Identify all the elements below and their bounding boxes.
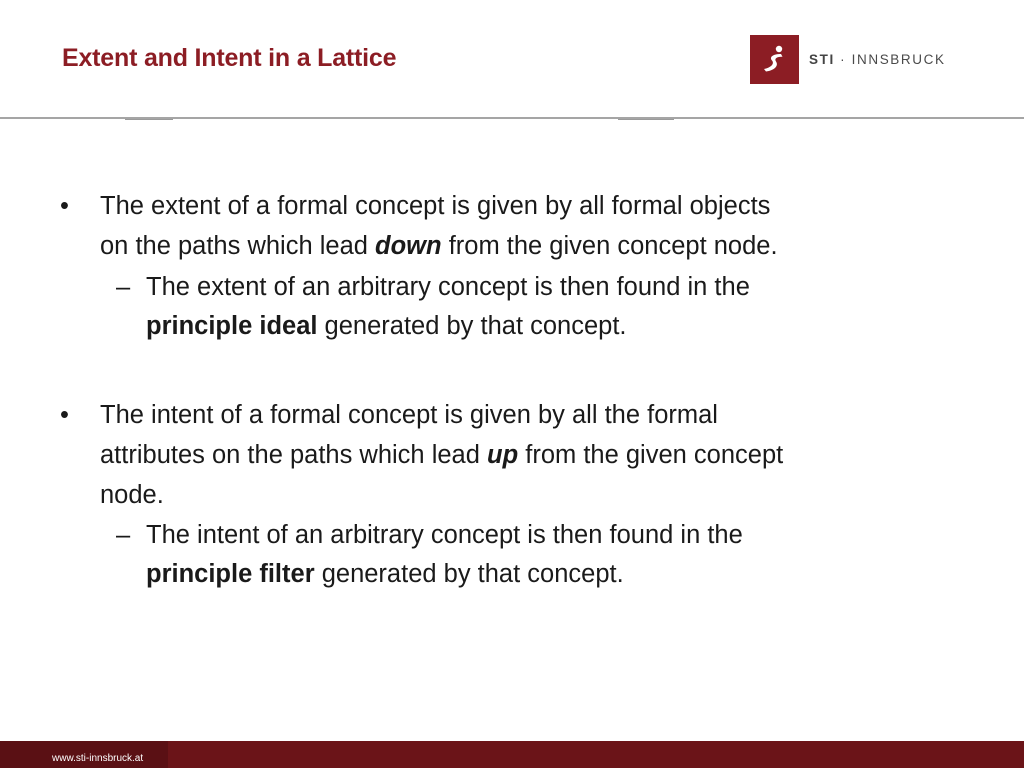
sub-bullet-item xyxy=(116,516,946,594)
bullet-line xyxy=(100,186,960,226)
bullet-item xyxy=(60,186,960,266)
sub-bullet-line xyxy=(146,516,946,555)
text-run: The intent of a formal concept is given by all the formal xyxy=(100,401,718,429)
bullet-line xyxy=(100,475,960,515)
sub-bullet-marker: – xyxy=(116,273,131,301)
text-run: generated by that concept. xyxy=(314,560,624,588)
logo-wordmark xyxy=(809,52,946,67)
logo-brand: STI xyxy=(809,51,835,67)
footer-url: www.sti-innsbruck.at xyxy=(52,753,144,764)
divider-accent xyxy=(125,119,173,120)
text-run: generated by that concept. xyxy=(317,312,627,340)
sub-bullet-line xyxy=(146,307,946,346)
emphasis-text: down xyxy=(375,232,442,260)
slide-title: Extent and Intent in a Lattice xyxy=(62,44,397,72)
text-run: node. xyxy=(100,481,164,509)
text-run: The intent of an arbitrary concept is then found in the xyxy=(146,521,743,549)
text-run: on the paths which lead xyxy=(100,232,376,260)
divider-accent xyxy=(618,119,674,120)
sub-bullet-line xyxy=(146,268,946,307)
bullet-line xyxy=(100,395,960,435)
sti-logo-mark-icon xyxy=(750,35,799,84)
sti-innsbruck-logo xyxy=(750,34,946,84)
sub-bullet-marker: – xyxy=(116,521,131,549)
text-run: The extent of a formal concept is given by all formal objects xyxy=(100,192,771,220)
text-run: attributes on the paths which lead xyxy=(100,441,487,469)
bold-term: principle filter xyxy=(146,560,315,588)
emphasis-text: up xyxy=(487,441,519,469)
text-run: from the given concept node. xyxy=(441,232,778,260)
text-run: The extent of an arbitrary concept is then found in the xyxy=(146,273,750,301)
bullet-marker: • xyxy=(60,192,69,220)
logo-location: INNSBRUCK xyxy=(851,51,946,67)
sub-bullet-line xyxy=(146,555,946,594)
bullet-line xyxy=(100,435,960,475)
bullet-item xyxy=(60,395,960,515)
logo-separator: · xyxy=(840,51,847,67)
sub-bullet-item xyxy=(116,268,946,346)
bullet-marker: • xyxy=(60,401,69,429)
bullet-line xyxy=(100,226,960,266)
bold-term: principle ideal xyxy=(146,312,318,340)
text-run: from the given concept xyxy=(518,441,784,469)
